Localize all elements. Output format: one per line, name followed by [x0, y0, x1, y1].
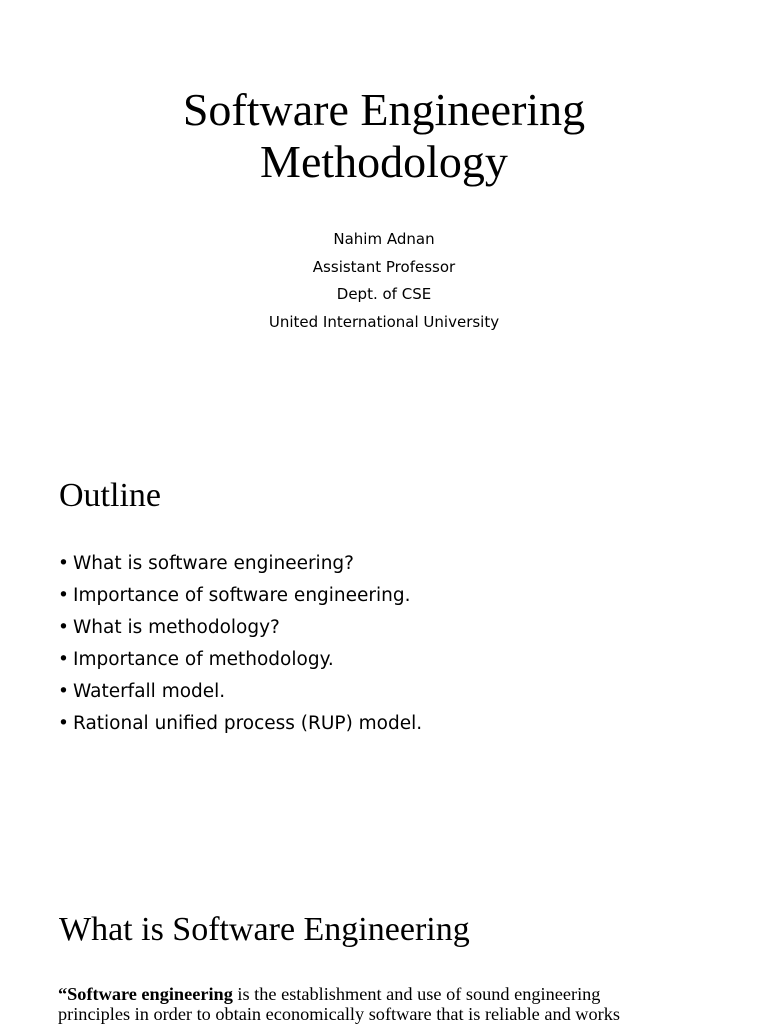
outline-slide	[0, 420, 768, 860]
title-line-1: Software Engineering	[182, 84, 586, 135]
bullet-icon: •	[58, 553, 69, 574]
definition-line-1	[58, 984, 698, 1004]
author-university: United International University	[268, 312, 500, 331]
list-item-text: What is methodology?	[73, 617, 280, 638]
list-item-text: Rational unified process (RUP) model.	[73, 713, 423, 734]
list-item-text: Waterfall model.	[73, 681, 226, 702]
author-name: Nahim Adnan	[333, 230, 435, 248]
definition-term: “Software engineering	[58, 984, 233, 1004]
definition-line-2: principles in order to obtain economically software that is reliable and works	[58, 1004, 620, 1024]
outline-list	[58, 548, 422, 740]
bullet-icon: •	[58, 617, 69, 638]
list-item	[58, 676, 422, 708]
list-item-text: What is software engineering?	[73, 553, 354, 574]
bullet-icon: •	[58, 585, 69, 606]
definition-heading: What is Software Engineering	[59, 911, 470, 948]
list-item	[58, 644, 422, 676]
title-line-2: Methodology	[260, 136, 508, 187]
definition-slide	[0, 860, 768, 1024]
bullet-icon: •	[58, 713, 69, 734]
author-position: Assistant Professor	[312, 257, 456, 276]
definition-line-1-text: is the establishment and use of sound engineering	[232, 984, 601, 1004]
list-item-text: Importance of software engineering.	[73, 585, 411, 606]
list-item-text: Importance of methodology.	[73, 649, 334, 670]
title-slide	[0, 0, 768, 420]
bullet-icon: •	[58, 681, 69, 702]
list-item	[58, 548, 422, 580]
author-info	[0, 226, 768, 336]
outline-heading: Outline	[59, 477, 161, 514]
bullet-icon: •	[58, 649, 69, 670]
definition-paragraph	[58, 984, 698, 1024]
presentation-title	[0, 84, 768, 188]
list-item	[58, 612, 422, 644]
list-item	[58, 708, 422, 740]
list-item	[58, 580, 422, 612]
author-department: Dept. of CSE	[336, 285, 432, 303]
